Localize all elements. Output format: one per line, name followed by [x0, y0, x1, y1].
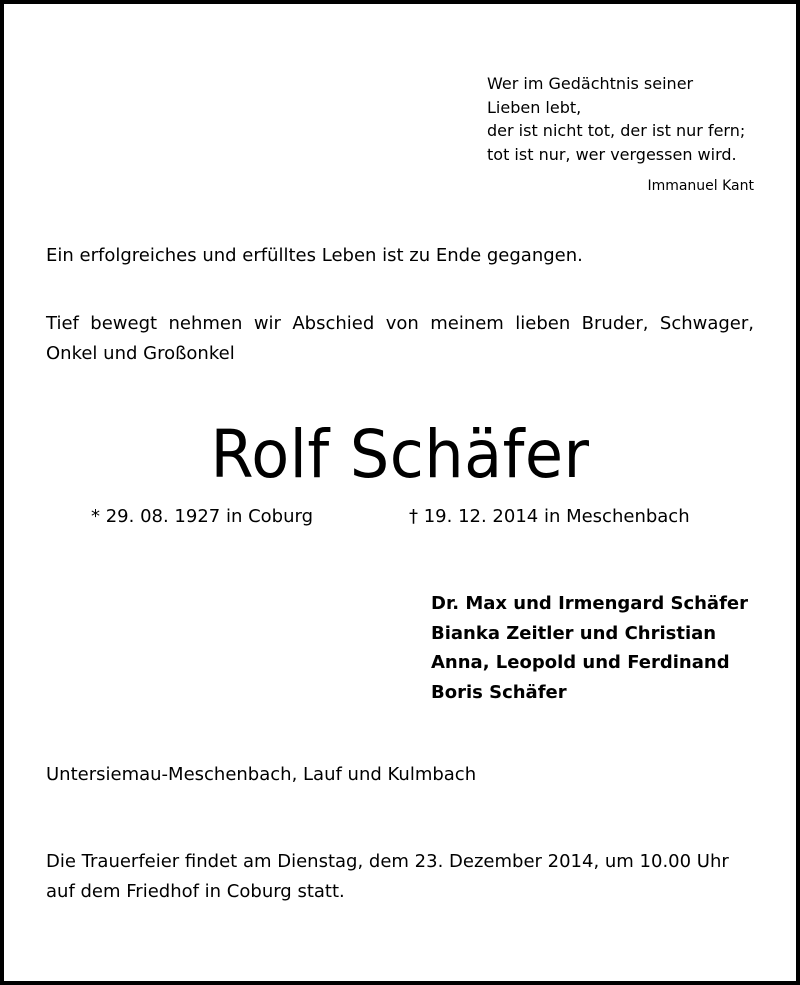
- service-line: auf dem Friedhof in Coburg statt.: [46, 881, 345, 902]
- service-line: Die Trauerfeier findet am Dienstag, dem 23. Dezember 2014, um 10.00 Uhr: [46, 851, 729, 872]
- quote-block: [487, 72, 767, 166]
- birth-date: * 29. 08. 1927 in Coburg: [91, 506, 314, 527]
- quote-line: Lieben lebt,: [487, 97, 582, 117]
- service-info: [46, 847, 754, 907]
- deceased-name: Rolf Schäfer: [210, 416, 590, 493]
- quote-line: tot ist nur, wer vergessen wird.: [487, 144, 737, 164]
- mourner-name: Bianka Zeitler und Christian: [431, 622, 717, 644]
- places-text: Untersiemau-Meschenbach, Lauf und Kulmbach: [46, 764, 477, 785]
- quote-line: der ist nicht tot, der ist nur fern;: [487, 121, 746, 140]
- intro-text: Ein erfolgreiches und erfülltes Leben ist zu Ende gegangen.: [46, 245, 583, 266]
- mourners-list: [431, 589, 748, 707]
- death-date: † 19. 12. 2014 in Meschenbach: [409, 506, 690, 527]
- mourner-name: Boris Schäfer: [431, 681, 567, 703]
- mourner-name: Anna, Leopold und Ferdinand: [431, 652, 730, 673]
- farewell-text: Tief bewegt nehmen wir Abschied von meinem lieben Bruder, Schwager, Onkel und Großonkel: [46, 313, 754, 364]
- mourner-name: Dr. Max und Irmengard Schäfer: [431, 593, 748, 614]
- quote-author: Immanuel Kant: [647, 178, 754, 194]
- quote-line: Wer im Gedächtnis seiner: [487, 74, 694, 93]
